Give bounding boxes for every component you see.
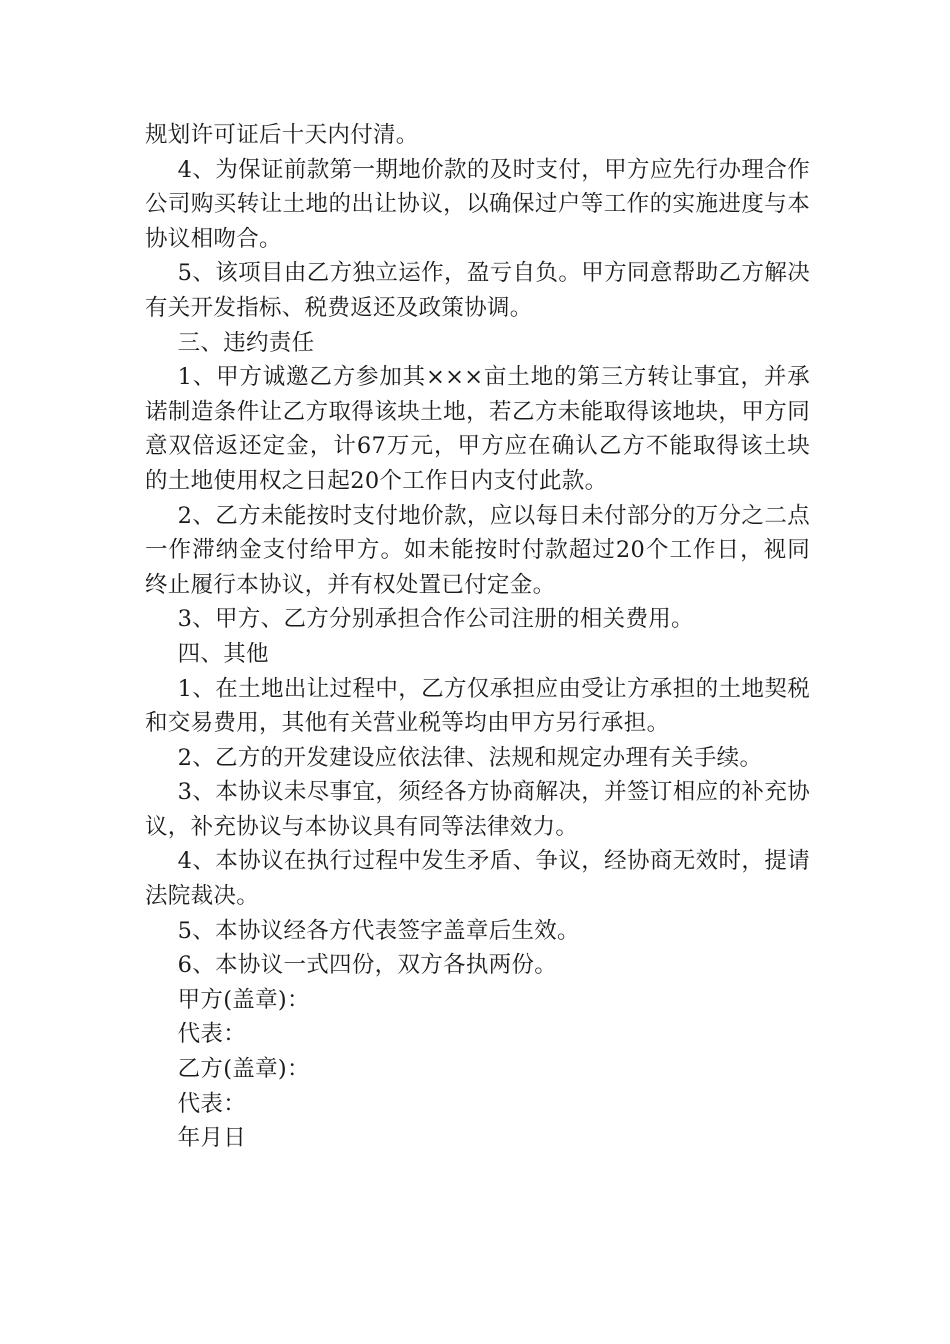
- signature-party-a-representative: 代表：: [177, 1021, 247, 1048]
- document-body: [145, 118, 810, 1156]
- paragraph-clause-4-3: 3、本协议未尽事宜，须经各方协商解决，并签订相应的补充协议，补充协议与本协议具有同等法律效力。: [145, 779, 810, 840]
- signature-party-a: 甲方(盖章)：: [177, 986, 310, 1013]
- paragraph-clause-4-2: 2、乙方的开发建设应依法律、法规和规定办理有关手续。: [177, 744, 763, 771]
- signature-party-b-representative: 代表：: [177, 1090, 247, 1117]
- paragraph-clause-4-5: 5、本协议经各方代表签字盖章后生效。: [177, 917, 580, 944]
- signature-date: 年月日: [177, 1125, 247, 1152]
- paragraph-continuation: 规划许可证后十天内付清。: [145, 122, 419, 148]
- section-heading-other: 四、其他: [177, 640, 269, 667]
- paragraph-clause-4-1: 1、在土地出让过程中，乙方仅承担应由受让方承担的土地契税和交易费用，其他有关营业税等均由甲方另行承担。: [145, 675, 810, 737]
- paragraph-clause-2-4: 4、为保证前款第一期地价款的及时支付，甲方应先行办理合作公司购买转让土地的出让协议，以确保过户等工作的实施进度与本协议相吻合。: [145, 156, 810, 252]
- paragraph-clause-3-2: 2、乙方未能按时支付地价款，应以每日未付部分的万分之二点一作滞纳金支付给甲方。如未能按时付款超过20个工作日，视同终止履行本协议，并有权处置已付定金。: [145, 502, 810, 598]
- paragraph-clause-2-5: 5、该项目由乙方独立运作，盈亏自负。甲方同意帮助乙方解决有关开发指标、税费返还及政策协调。: [145, 260, 810, 321]
- paragraph-clause-4-6: 6、本协议一式四份，双方各执两份。: [177, 952, 558, 979]
- signature-party-b: 乙方(盖章)：: [177, 1056, 310, 1083]
- paragraph-clause-3-3: 3、甲方、乙方分别承担合作公司注册的相关费用。: [177, 606, 694, 633]
- paragraph-clause-4-4: 4、本协议在执行过程中发生矛盾、争议，经协商无效时，提请法院裁决。: [145, 848, 810, 910]
- section-heading-breach: 三、违约责任: [177, 329, 315, 356]
- paragraph-clause-3-1: 1、甲方诚邀乙方参加其×××亩土地的第三方转让事宜，并承诺制造条件让乙方取得该块土地，若乙方未能取得该地块，甲方同意双倍返还定金，计67万元，甲方应在确认乙方不能取得该土块的土地使用权之日起20个工作日内支付此款。: [145, 364, 810, 494]
